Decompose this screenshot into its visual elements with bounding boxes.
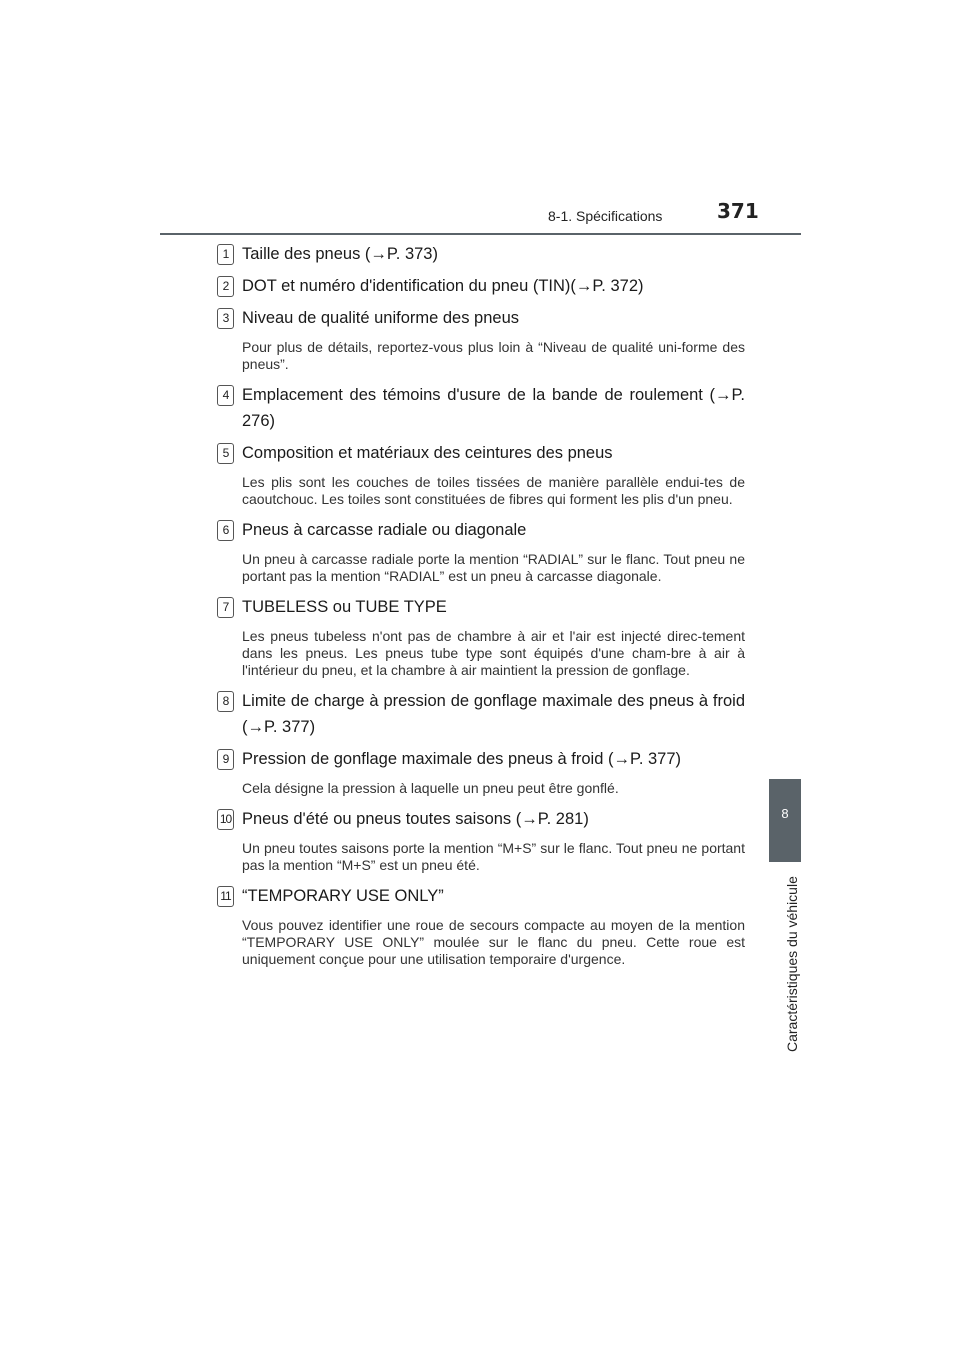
item-number: 7	[217, 597, 234, 618]
item-title: Pneus à carcasse radiale ou diagonale	[242, 521, 527, 539]
list-item	[217, 302, 745, 379]
list-item	[217, 238, 745, 270]
item-number: 3	[217, 308, 234, 329]
item-title: TUBELESS ou TUBE TYPE	[242, 598, 447, 616]
item-description: Vous pouvez identifier une roue de secours compacte au moyen de la mention “TEMPORARY USE ONLY” moulée sur le flanc du pneu. Cette roue est uniquement conçue pour une utilisation temporaire d'urgence.	[242, 917, 745, 967]
item-number: 4	[217, 385, 234, 406]
item-title: Emplacement des témoins d'usure de la bande de roulement (→P. 276)	[242, 386, 745, 430]
list-item	[217, 880, 745, 974]
list-item	[217, 437, 745, 514]
tire-label-item-list	[217, 238, 745, 974]
chapter-tab: 8	[769, 779, 801, 862]
item-number: 8	[217, 691, 234, 712]
list-item	[217, 591, 745, 685]
section-title: 8-1. Spécifications	[548, 208, 663, 224]
item-number: 5	[217, 443, 234, 464]
item-title: Pression de gonflage maximale des pneus à froid (→P. 377)	[242, 750, 682, 768]
item-title: “TEMPORARY USE ONLY”	[242, 887, 444, 905]
item-number: 6	[217, 520, 234, 541]
item-title: Limite de charge à pression de gonflage maximale des pneus à froid (→P. 377)	[242, 692, 745, 736]
item-description: Les plis sont les couches de toiles tissées de manière parallèle endui-tes de caoutchouc. Les toiles sont constituées de fibres qui forment les plis d'un pneu.	[242, 474, 745, 507]
item-title: Composition et matériaux des ceintures des pneus	[242, 444, 613, 462]
item-title: Niveau de qualité uniforme des pneus	[242, 309, 520, 327]
list-item	[217, 803, 745, 880]
item-title: DOT et numéro d'identification du pneu (TIN)(→P. 372)	[242, 277, 644, 295]
chapter-label: Caractéristiques du véhicule	[784, 876, 800, 1052]
header-divider	[160, 233, 801, 235]
list-item	[217, 514, 745, 591]
item-description: Un pneu à carcasse radiale porte la mention “RADIAL” sur le flanc. Tout pneu ne portant pas la mention “RADIAL” est un pneu à carcasse diagonale.	[242, 551, 745, 584]
item-number: 1	[217, 244, 234, 265]
list-item	[217, 685, 745, 743]
item-description: Pour plus de détails, reportez-vous plus loin à “Niveau de qualité uni-forme des pneus”.	[242, 339, 745, 372]
list-item	[217, 270, 745, 302]
item-description: Un pneu toutes saisons porte la mention “M+S” sur le flanc. Tout pneu ne portant pas la mention “M+S” est un pneu été.	[242, 840, 745, 873]
item-number: 10	[217, 809, 234, 830]
item-number: 9	[217, 749, 234, 770]
item-number: 2	[217, 276, 234, 297]
list-item	[217, 743, 745, 803]
item-number: 11	[217, 886, 234, 907]
item-title: Taille des pneus (→P. 373)	[242, 245, 438, 263]
item-description: Cela désigne la pression à laquelle un pneu peut être gonflé.	[242, 780, 619, 796]
list-item	[217, 379, 745, 437]
item-title: Pneus d'été ou pneus toutes saisons (→P. 281)	[242, 810, 589, 828]
item-description: Les pneus tubeless n'ont pas de chambre à air et l'air est injecté direc-tement dans les pneus. Les pneus tube type sont équipés d'une cham-bre à air à l'intérieur du pneu, et la chambre à air maintient la pression de gonflage.	[242, 628, 745, 678]
page-number: 371	[717, 199, 759, 223]
